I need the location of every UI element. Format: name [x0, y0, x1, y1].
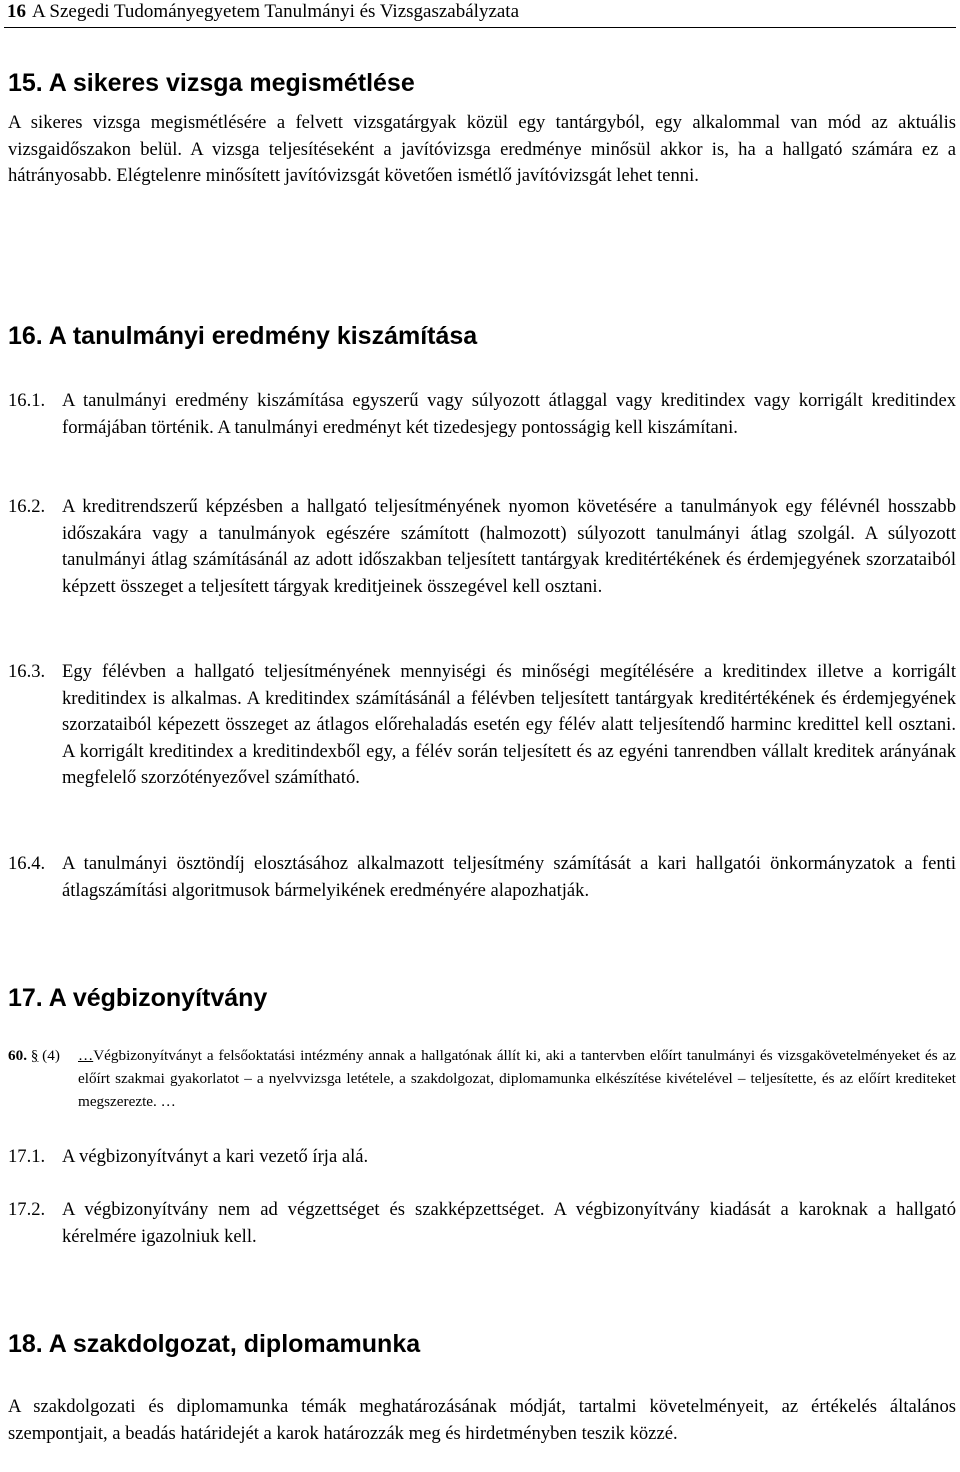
- section-17-title: 17. A végbizonyítvány: [8, 984, 268, 1012]
- item-number: 16.1.: [8, 390, 46, 411]
- item-number: 16.4.: [8, 853, 46, 874]
- item-16-4: [8, 851, 956, 904]
- section-15-title: 15. A sikeres vizsga megismétlése: [8, 69, 415, 97]
- section-18-title: 18. A szakdolgozat, diplomamunka: [8, 1330, 421, 1358]
- item-text: A végbizonyítvány nem ad végzettséget és szakképzettséget. A végbizonyítvány kiadását a karoknak a hallgató kérelmére igazolniuk kell.: [62, 1199, 956, 1247]
- item-16-3: [8, 659, 956, 792]
- quote-ref-number: 60.: [8, 1047, 27, 1064]
- section-16-title: 16. A tanulmányi eredmény kiszámítása: [8, 322, 478, 350]
- item-text: A kreditrendszerű képzésben a hallgató teljesítményének nyomon követésére a tanulmányok egy félévnél hosszabb időszakára vagy a tanulmányok egészére számított (halmozott) súlyozott tanulmányi átlag szolgál. A súlyozott tanulmányi átlag számításánál az adott időszakban teljesített tantárgyak kreditértékének és érdemjegyének szorzataiból képzett összeget a teljesített tárgyak kreditjeinek összegével kell osztani.: [62, 496, 956, 597]
- item-text: Egy félévben a hallgató teljesítményének mennyiségi és minőségi megítélésére a kreditindex illetve a korrigált kreditindex is alkalmas. A kreditindex számításánál a félévben teljesített tantárgyak kreditértékének és érdemjegyének szorzataiból képezett összeget az átlagos előrehaladás esetén egy félév alatt teljesítendő harminc kredittel kell osztani. A korrigált kreditindex a kreditindexből egy, a félév során teljesített és az egyéni tanrendben vállalt kreditek arányának megfelelő szorzótényezővel számítható.: [62, 661, 956, 788]
- item-16-1: [8, 388, 956, 441]
- item-number: 17.2.: [8, 1199, 46, 1220]
- quote-ref-section: §: [30, 1047, 39, 1064]
- quote-body: [78, 1044, 956, 1113]
- quote-text: Végbizonyítványt a felsőoktatási intézmény annak a hallgatónak állít ki, aki a tantervben előírt tanulmányi és vizsgakövetelményeket és az előírt szakmai gyakorlatot – a nyelvvizsga letétele, a szakdolgozat, diplomamunka elkészítése kivételével – teljesítette, és az előírt krediteket megszerezte.: [78, 1047, 956, 1110]
- quote-tail-ellipsis: …: [160, 1093, 176, 1110]
- page-number: 16: [7, 1, 26, 22]
- quote-ref-paragraph: (4): [42, 1047, 60, 1064]
- item-17-2: [8, 1197, 956, 1250]
- running-header: [7, 0, 519, 24]
- section-18-paragraph: A szakdolgozati és diplomamunka témák meghatározásának módját, tartalmi követelményeit, az értékelés általános szempontjait, a beadás határidejét a karok határozzák meg és hirdetményben teszik közzé.: [8, 1396, 956, 1444]
- item-number: 16.2.: [8, 496, 46, 517]
- item-17-1: [8, 1144, 956, 1171]
- item-text: A tanulmányi eredmény kiszámítása egyszerű vagy súlyozott átlaggal vagy kreditindex vagy korrigált kreditindex formájában történik. A tanulmányi eredményt két tizedesjegy pontosságig kell kiszámítani.: [62, 390, 956, 438]
- quote-lead-ellipsis: …: [78, 1047, 94, 1064]
- item-text: A végbizonyítványt a kari vezető írja alá.: [62, 1146, 369, 1167]
- item-number: 16.3.: [8, 661, 46, 682]
- running-title: A Szegedi Tudományegyetem Tanulmányi és Vizsgaszabályzata: [32, 1, 520, 22]
- section-15-paragraph: A sikeres vizsga megismétlésére a felvett vizsgatárgyak közül egy tantárgyból, egy alkalommal van mód az aktuális vizsgaidőszakon belül. A vizsga teljesítéseként a javítóvizsga eredménye minősül akkor is, ha a hallgató számára ez a hátrányosabb. Elégtelenre minősített javítóvizsgát követően ismétlő javítóvizsgát lehet tenni.: [8, 112, 956, 186]
- item-text: A tanulmányi ösztöndíj elosztásához alkalmazott teljesítmény számítását a kari hallgatói önkormányzatok a fenti átlagszámítási algoritmusok bármelyikének eredményére alapozhatják.: [62, 853, 956, 901]
- item-number: 17.1.: [8, 1146, 46, 1167]
- item-16-2: [8, 494, 956, 600]
- header-rule: [4, 27, 956, 28]
- quote-reference: [8, 1044, 78, 1113]
- legal-quote: [8, 1044, 956, 1113]
